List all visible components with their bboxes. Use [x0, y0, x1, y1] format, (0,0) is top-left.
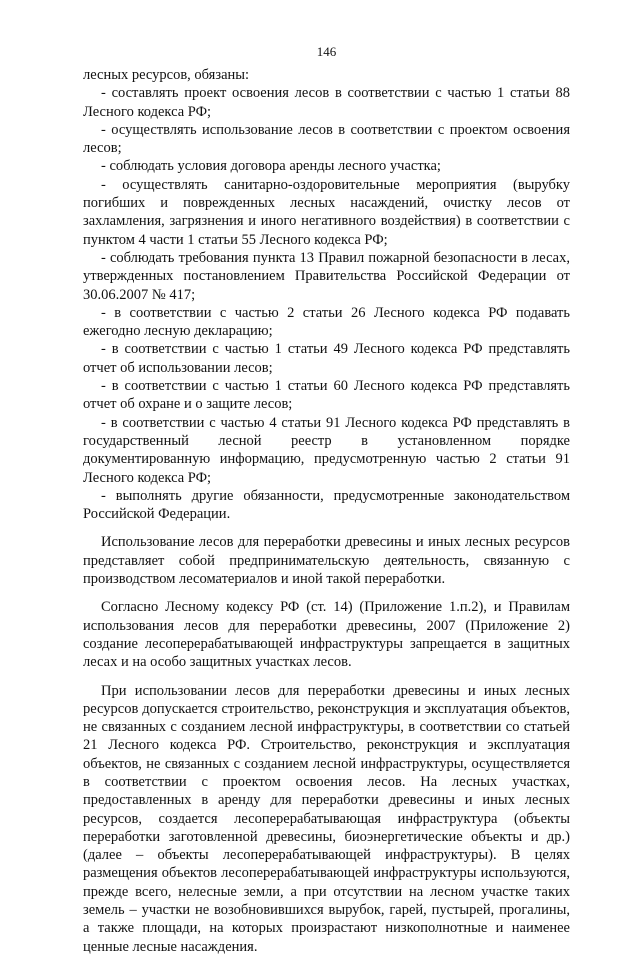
list-item-registry: - в соответствии с частью 4 статьи 91 Лесного кодекса РФ представлять в государственный лесной реестр в установленном порядке документированную информацию, предусмотренную частью 2 статьи 91 Лесного кодекса РФ; — [83, 414, 570, 486]
list-item-project: - составлять проект освоения лесов в соответствии с частью 1 статьи 88 Лесного кодекса РФ; — [83, 85, 570, 120]
list-item-contract: - соблюдать условия договора аренды лесного участка; — [101, 158, 441, 175]
list-item-fire-safety: - соблюдать требования пункта 13 Правил пожарной безопасности в лесах, утвержденных постановлением Правительства Российской Федерации от 30.06.2007 № 417; — [83, 249, 570, 303]
paragraph-intro: лесных ресурсов, обязаны: — [83, 67, 250, 83]
document-page — [83, 44, 570, 956]
list-item-declaration: - в соответствии с частью 2 статьи 26 Лесного кодекса РФ подавать ежегодно лесную декларацию; — [83, 304, 570, 340]
list-item-protection-report: - в соответствии с частью 1 статьи 60 Лесного кодекса РФ представлять отчет об охране и о защите лесов; — [83, 378, 570, 413]
list-item-use: - осуществлять использование лесов в соответствии с проектом освоения лесов; — [83, 121, 570, 157]
paragraph-infrastructure: При использовании лесов для переработки древесины и иных лесных ресурсов допускается строительство, реконструкция и эксплуатация объектов, не связанных с созданием лесной инфраструктуры, в соответствии со статьей 21 Лесного кодекса РФ. Строительство, реконструкция и эксплуатация объектов, не связанных с созданием лесной инфраструктуры, осуществляется в соответствии с проектом освоения лесов. На лесных участках, предоставленных в аренду для переработки древесины и иных лесных ресурсов, создается лесоперерабатывающая инфраструктура (объекты переработки заготовленной древесины, биоэнергетические объекты и др.) (далее – объекты лесоперерабатывающей инфраструктуры). В целях размещения объектов лесоперерабатывающей инфраструктуры используются, прежде всего, нелесные земли, а при отсутствии на лесном участке таких земель – участки не возобновившихся вырубок, гарей, пустырей, прогалины, а также площади, на которых произрастают низкополнотные и наименее ценные лесные насаждения. — [83, 682, 570, 955]
list-item-sanitary: - осуществлять санитарно-оздоровительные мероприятия (вырубку погибших и поврежденных лесных насаждений, очистку лесов от захламления, загрязнения и иного негативного воздействия) в соответствии с пунктом 4 части 1 статьи 55 Лесного кодекса РФ; — [83, 176, 570, 248]
page-number: 146 — [316, 44, 337, 59]
list-item-other-duties: - выполнять другие обязанности, предусмотренные законодательством Российской Федерации. — [83, 487, 570, 523]
paragraph-processing: Использование лесов для переработки древесины и иных лесных ресурсов представляет собой предпринимательскую деятельность, связанную с производством лесоматериалов и иной такой переработки. — [83, 534, 570, 588]
paragraph-code-reference: Согласно Лесному кодексу РФ (ст. 14) (Приложение 1.п.2), и Правилам использования лесов для переработки древесины, 2007 (Приложение 2) создание лесоперерабатывающей инфраструктуры запрещается в защитных лесах и на особо защитных участках лесов. — [83, 599, 570, 671]
list-item-use-report: - в соответствии с частью 1 статьи 49 Лесного кодекса РФ представлять отчет об использовании лесов; — [83, 341, 570, 376]
